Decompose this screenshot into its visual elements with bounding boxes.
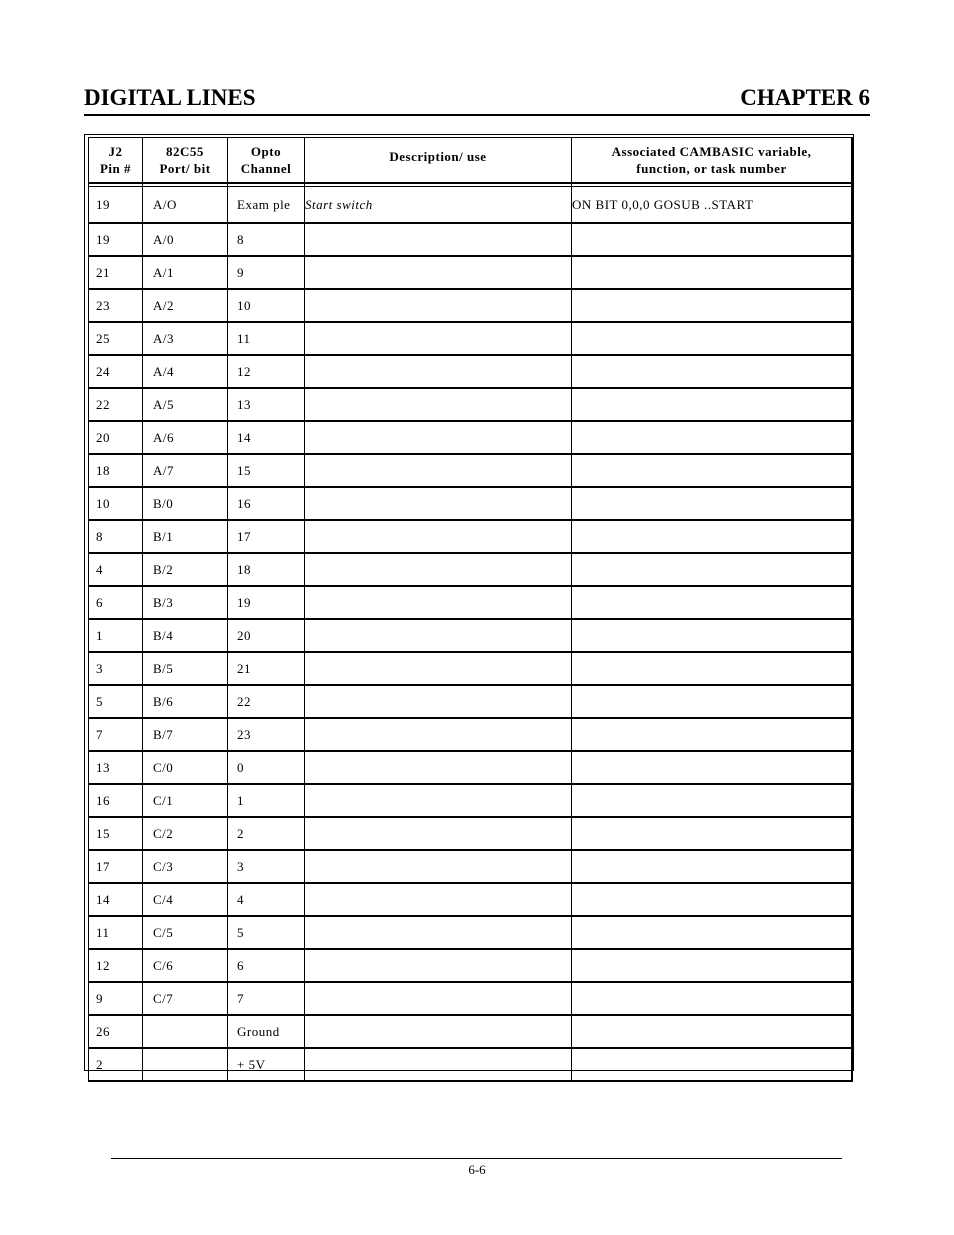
pin-cell: 21 [88, 257, 143, 290]
pin-cell: 12 [88, 950, 143, 983]
opto-cell: 0 [228, 752, 305, 785]
opto-cell: 19 [228, 587, 305, 620]
pin-cell: 16 [88, 785, 143, 818]
table-row [88, 653, 853, 686]
column-header-associated: Associated CAMBASIC variable, function, or task number [572, 137, 853, 184]
associated-cell [572, 950, 853, 983]
opto-cell: 15 [228, 455, 305, 488]
table-row [88, 257, 853, 290]
column-header-pin: J2 Pin # [88, 137, 143, 184]
opto-cell: Exam ple [228, 187, 305, 224]
associated-cell [572, 554, 853, 587]
opto-cell: 2 [228, 818, 305, 851]
table-row [88, 983, 853, 1016]
chapter-title: CHAPTER 6 [740, 85, 870, 110]
description-cell [305, 257, 572, 290]
associated-cell [572, 851, 853, 884]
table-row [88, 950, 853, 983]
associated-cell [572, 719, 853, 752]
associated-cell [572, 422, 853, 455]
pin-cell: 3 [88, 653, 143, 686]
section-title: DIGITAL LINES [84, 85, 256, 110]
description-cell [305, 389, 572, 422]
opto-cell: 4 [228, 884, 305, 917]
port-cell: A/3 [143, 323, 228, 356]
opto-cell: + 5V [228, 1049, 305, 1082]
table-row [88, 851, 853, 884]
pin-cell: 10 [88, 488, 143, 521]
footer-rule [111, 1158, 842, 1159]
description-cell [305, 752, 572, 785]
opto-cell: 22 [228, 686, 305, 719]
description-cell [305, 422, 572, 455]
pin-cell: 8 [88, 521, 143, 554]
associated-cell [572, 389, 853, 422]
table-row [88, 785, 853, 818]
opto-cell: 14 [228, 422, 305, 455]
opto-cell: Ground [228, 1016, 305, 1049]
description-cell: Start switch [305, 187, 572, 224]
associated-cell [572, 323, 853, 356]
port-cell: C/0 [143, 752, 228, 785]
description-cell [305, 983, 572, 1016]
associated-cell [572, 587, 853, 620]
opto-cell: 9 [228, 257, 305, 290]
port-cell: B/0 [143, 488, 228, 521]
pin-table-frame [84, 134, 854, 1071]
description-cell [305, 323, 572, 356]
port-cell: C/6 [143, 950, 228, 983]
pin-cell: 18 [88, 455, 143, 488]
pin-cell: 19 [88, 224, 143, 257]
table-row [88, 884, 853, 917]
opto-cell: 16 [228, 488, 305, 521]
associated-cell [572, 620, 853, 653]
table-row [88, 521, 853, 554]
table-row [88, 818, 853, 851]
pin-cell: 14 [88, 884, 143, 917]
description-cell [305, 356, 572, 389]
pin-cell: 19 [88, 187, 143, 224]
associated-cell [572, 785, 853, 818]
pin-assignment-table [88, 137, 853, 1082]
opto-cell: 3 [228, 851, 305, 884]
description-cell [305, 686, 572, 719]
pin-cell: 5 [88, 686, 143, 719]
associated-cell [572, 1016, 853, 1049]
opto-cell: 5 [228, 917, 305, 950]
pin-cell: 1 [88, 620, 143, 653]
column-header-description: Description/ use [305, 137, 572, 184]
opto-cell: 17 [228, 521, 305, 554]
description-cell [305, 950, 572, 983]
example-row [88, 187, 853, 224]
port-cell: C/7 [143, 983, 228, 1016]
port-cell: B/3 [143, 587, 228, 620]
port-cell [143, 1016, 228, 1049]
description-cell [305, 884, 572, 917]
associated-cell [572, 488, 853, 521]
port-cell: A/7 [143, 455, 228, 488]
description-cell [305, 785, 572, 818]
pin-cell: 9 [88, 983, 143, 1016]
table-row [88, 1016, 853, 1049]
description-cell [305, 719, 572, 752]
table-row [88, 554, 853, 587]
page-number: 6-6 [468, 1162, 486, 1177]
description-cell [305, 554, 572, 587]
table-row [88, 389, 853, 422]
port-cell: A/6 [143, 422, 228, 455]
associated-cell [572, 290, 853, 323]
page-header [84, 84, 870, 116]
opto-cell: 21 [228, 653, 305, 686]
pin-cell: 20 [88, 422, 143, 455]
port-cell: B/5 [143, 653, 228, 686]
port-cell: C/4 [143, 884, 228, 917]
port-cell: C/2 [143, 818, 228, 851]
table-row [88, 752, 853, 785]
port-cell: B/2 [143, 554, 228, 587]
associated-cell [572, 917, 853, 950]
pin-cell: 23 [88, 290, 143, 323]
associated-cell [572, 752, 853, 785]
description-cell [305, 521, 572, 554]
opto-cell: 6 [228, 950, 305, 983]
pin-cell: 22 [88, 389, 143, 422]
port-cell: A/2 [143, 290, 228, 323]
port-cell: C/1 [143, 785, 228, 818]
associated-cell [572, 356, 853, 389]
pin-cell: 13 [88, 752, 143, 785]
port-cell: B/6 [143, 686, 228, 719]
associated-cell [572, 818, 853, 851]
pin-cell: 15 [88, 818, 143, 851]
opto-cell: 11 [228, 323, 305, 356]
description-cell [305, 290, 572, 323]
column-header-port: 82C55 Port/ bit [143, 137, 228, 184]
port-cell: A/O [143, 187, 228, 224]
pin-cell: 4 [88, 554, 143, 587]
pin-cell: 7 [88, 719, 143, 752]
opto-cell: 1 [228, 785, 305, 818]
table-row [88, 587, 853, 620]
associated-cell [572, 686, 853, 719]
port-cell: A/4 [143, 356, 228, 389]
table-row [88, 488, 853, 521]
table-row [88, 224, 853, 257]
description-cell [305, 653, 572, 686]
description-cell [305, 224, 572, 257]
description-cell [305, 851, 572, 884]
opto-cell: 7 [228, 983, 305, 1016]
table-row [88, 356, 853, 389]
table-header-row [88, 137, 853, 184]
port-cell: C/3 [143, 851, 228, 884]
description-cell [305, 1016, 572, 1049]
associated-cell [572, 257, 853, 290]
pin-cell: 17 [88, 851, 143, 884]
opto-cell: 12 [228, 356, 305, 389]
opto-cell: 8 [228, 224, 305, 257]
associated-cell [572, 521, 853, 554]
table-row [88, 719, 853, 752]
port-cell: B/4 [143, 620, 228, 653]
pin-cell: 11 [88, 917, 143, 950]
description-cell [305, 620, 572, 653]
description-cell [305, 917, 572, 950]
table-row [88, 455, 853, 488]
pin-cell: 6 [88, 587, 143, 620]
description-cell [305, 818, 572, 851]
pin-cell: 26 [88, 1016, 143, 1049]
table-row [88, 422, 853, 455]
description-cell [305, 587, 572, 620]
table-row [88, 686, 853, 719]
opto-cell: 13 [228, 389, 305, 422]
description-cell [305, 455, 572, 488]
associated-cell [572, 1049, 853, 1082]
associated-cell [572, 455, 853, 488]
port-cell: A/5 [143, 389, 228, 422]
associated-cell [572, 224, 853, 257]
port-cell: B/7 [143, 719, 228, 752]
table-body [88, 184, 853, 1082]
opto-cell: 18 [228, 554, 305, 587]
port-cell: B/1 [143, 521, 228, 554]
table-row [88, 323, 853, 356]
table-row [88, 917, 853, 950]
associated-cell [572, 653, 853, 686]
opto-cell: 23 [228, 719, 305, 752]
opto-cell: 20 [228, 620, 305, 653]
pin-cell: 25 [88, 323, 143, 356]
port-cell [143, 1049, 228, 1082]
associated-cell [572, 884, 853, 917]
opto-cell: 10 [228, 290, 305, 323]
table-row [88, 620, 853, 653]
port-cell: C/5 [143, 917, 228, 950]
description-cell [305, 1049, 572, 1082]
description-cell [305, 488, 572, 521]
port-cell: A/1 [143, 257, 228, 290]
associated-cell [572, 983, 853, 1016]
pin-cell: 2 [88, 1049, 143, 1082]
table-row [88, 1049, 853, 1082]
port-cell: A/0 [143, 224, 228, 257]
pin-cell: 24 [88, 356, 143, 389]
table-row [88, 290, 853, 323]
column-header-opto: Opto Channel [228, 137, 305, 184]
associated-cell: ON BIT 0,0,0 GOSUB ..START [572, 187, 853, 224]
